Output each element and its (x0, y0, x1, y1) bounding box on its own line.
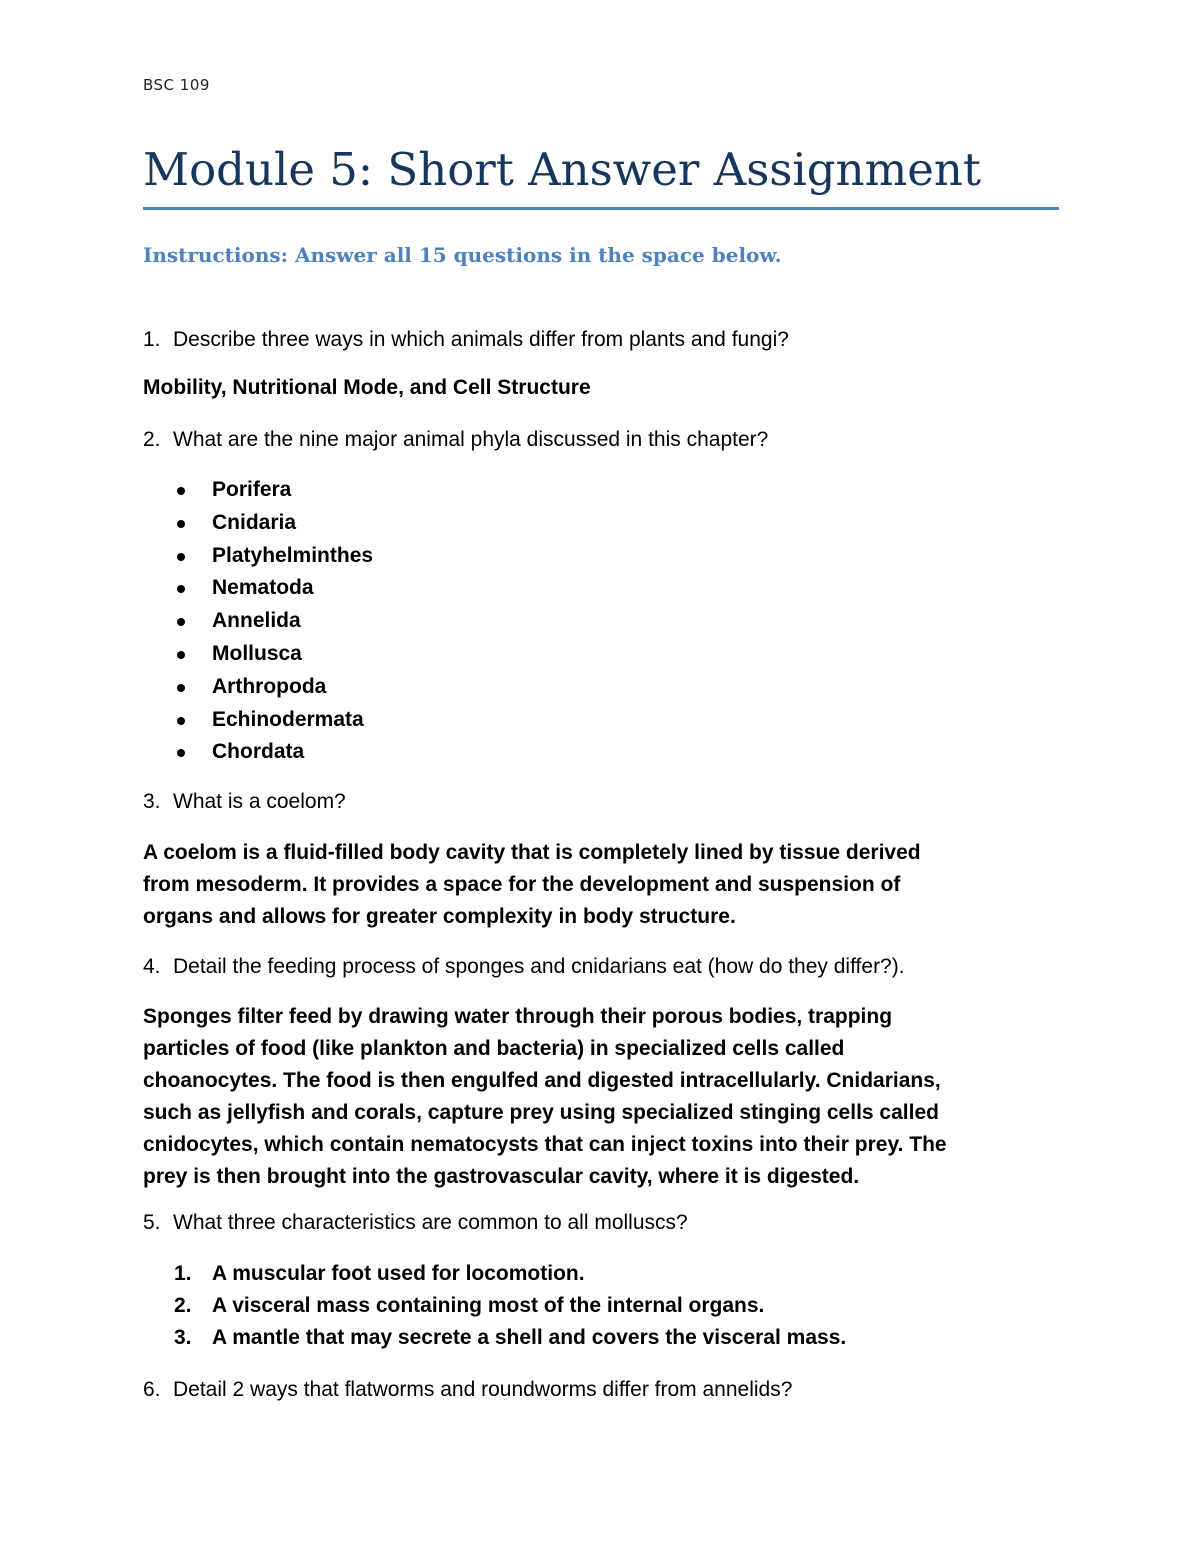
list-item: Chordata (143, 736, 373, 769)
list-item: Mollusca (143, 638, 373, 671)
bullet-icon (177, 618, 185, 626)
question-number: 2. (143, 428, 161, 451)
answer-line: A coelom is a fluid-filled body cavity that is completely lined by tissue derived (143, 841, 921, 864)
answer-line: cnidocytes, which contain nematocysts that can inject toxins into their prey. The (143, 1133, 947, 1156)
course-header: BSC 109 (143, 76, 210, 94)
question-text: Detail the feeding process of sponges and cnidarians eat (how do they differ?). (173, 955, 905, 978)
answer-5-list (143, 1258, 846, 1354)
list-item: Porifera (143, 474, 373, 507)
answer-line: such as jellyfish and corals, capture prey using specialized stinging cells called (143, 1101, 939, 1124)
answer-2-list (143, 474, 373, 769)
question-number: 1. (143, 328, 161, 351)
list-item: Annelida (143, 605, 373, 638)
bullet-icon (177, 520, 185, 528)
bullet-icon (177, 651, 185, 659)
question-number: 4. (143, 955, 161, 978)
question-number: 6. (143, 1378, 161, 1401)
list-item: Arthropoda (143, 671, 373, 704)
title-underline (143, 207, 1059, 210)
list-item: Nematoda (143, 572, 373, 605)
bullet-icon (177, 684, 185, 692)
question-text: Describe three ways in which animals differ from plants and fungi? (173, 328, 789, 351)
list-item: 1. A muscular foot used for locomotion. (174, 1262, 585, 1285)
answer-1: Mobility, Nutritional Mode, and Cell Structure (143, 376, 591, 399)
answer-line: from mesoderm. It provides a space for the development and suspension of (143, 873, 901, 896)
question-4 (143, 951, 905, 983)
list-item: Cnidaria (143, 507, 373, 540)
answer-line: Sponges filter feed by drawing water through their porous bodies, trapping (143, 1005, 893, 1028)
list-item: Platyhelminthes (143, 540, 373, 573)
question-text: What is a coelom? (173, 790, 346, 813)
question-number: 5. (143, 1211, 161, 1234)
answer-line: organs and allows for greater complexity in body structure. (143, 905, 736, 928)
bullet-icon (177, 553, 185, 561)
answer-line: particles of food (like plankton and bacteria) in specialized cells called (143, 1037, 845, 1060)
instructions: Instructions: Answer all 15 questions in the space below. (143, 243, 782, 267)
question-6 (143, 1374, 792, 1406)
answer-3 (143, 837, 921, 933)
question-2 (143, 424, 768, 456)
bullet-icon (177, 487, 185, 495)
list-item: 2. A visceral mass containing most of the internal organs. (174, 1294, 765, 1317)
list-item: Echinodermata (143, 704, 373, 737)
question-1 (143, 324, 789, 356)
question-text: Detail 2 ways that flatworms and roundworms differ from annelids? (173, 1378, 793, 1401)
page-title: Module 5: Short Answer Assignment (143, 143, 981, 196)
question-text: What three characteristics are common to all molluscs? (173, 1211, 688, 1234)
question-5 (143, 1207, 688, 1239)
list-item: 3. A mantle that may secrete a shell and covers the visceral mass. (174, 1326, 847, 1349)
answer-4 (143, 1001, 947, 1193)
question-3 (143, 786, 346, 818)
bullet-icon (177, 749, 185, 757)
answer-line: choanocytes. The food is then engulfed and digested intracellularly. Cnidarians, (143, 1069, 941, 1092)
question-number: 3. (143, 790, 161, 813)
answer-line: prey is then brought into the gastrovascular cavity, where it is digested. (143, 1165, 860, 1188)
question-text: What are the nine major animal phyla discussed in this chapter? (173, 428, 769, 451)
bullet-icon (177, 717, 185, 725)
bullet-icon (177, 585, 185, 593)
